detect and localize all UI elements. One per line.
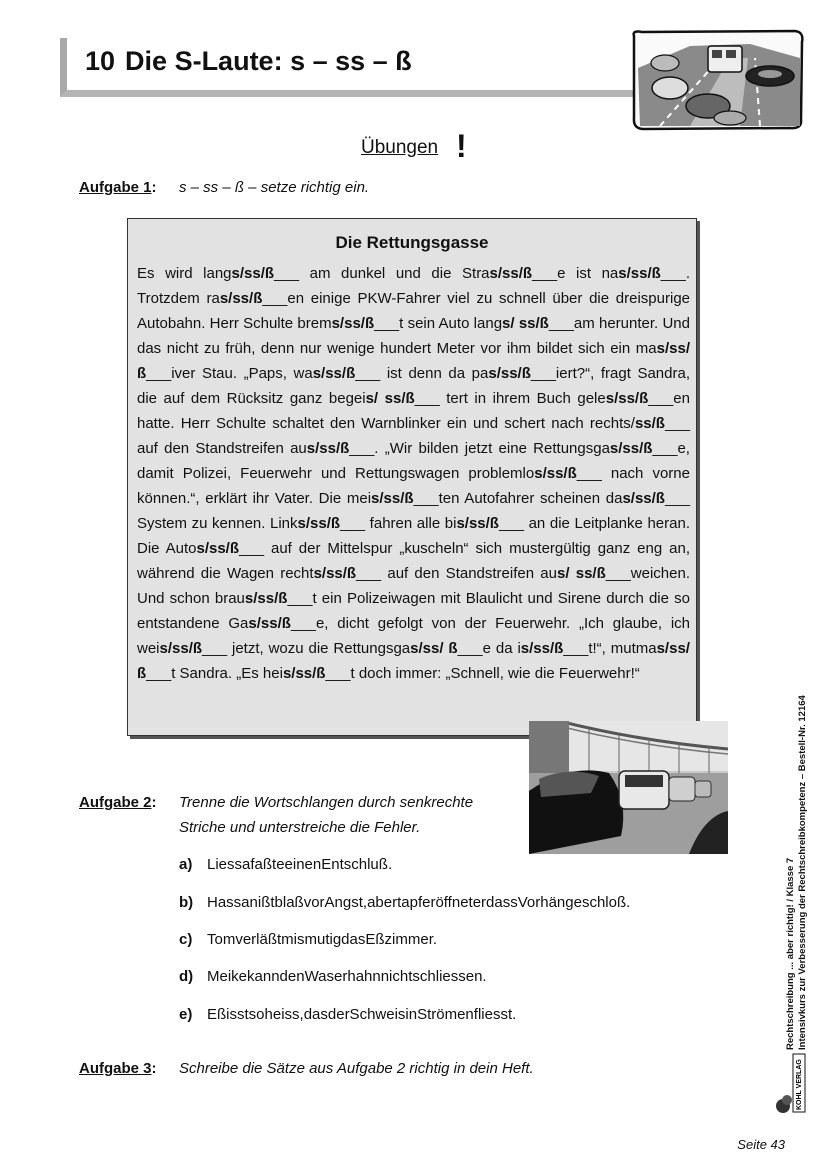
story-fragment: ___ ist denn da pa [355,365,489,382]
choice-marker: s/ss/ß [137,340,690,382]
story-fragment: ___en einige PKW-Fahrer viel zu schnell über die dreispurige Autobahn. Herr Schulte brem [137,290,691,332]
story-fragment: ___ auf der Mittelspur „kuscheln“ sich mustergültig ganz eng an, während die Wagen recht [137,540,690,582]
story-title: Die Rettungsgasse [335,233,489,252]
story-fragment: ___ an die Leitplanke heran. Die Auto [137,515,690,557]
story-fragment: ___ fahren alle bi [340,515,457,532]
story-fragment: ___am herunter. Und das nicht zu früh, denn nur wenige hundert Meter vor ihm bildet sich ein ma [137,315,690,357]
choice-marker: s/ss/ß [489,265,533,282]
story-fragment: ___ auf den Standstreifen au [356,565,557,582]
task2-instruction-line2: Striche und unterstreiche die Fehler. [179,819,421,836]
page-number: Seite 43 [737,1137,785,1152]
list-item: d) MeikekanndenWaserhahnnichtschliessen. [179,968,487,985]
story-fragment: ___iver Stau. „Paps, wa [146,365,313,382]
choice-marker: s/ ss/ß [502,315,549,332]
choice-marker: s/ss/ß [306,440,350,457]
story-fragment: ___t sein Auto lang [374,315,503,332]
choice-marker: s/ss/ß [244,590,288,607]
choice-marker: s/ss/ß [618,265,661,282]
task2-label: Aufgabe 2: [79,794,157,811]
story-fragment: ___e da i [457,640,521,657]
story-fragment: ___t ein Polizeiwagen mit Blaulicht und Sirene durch die so entstandene Ga [137,590,690,632]
story-fragment: ___ten Autofahrer scheinen da [413,490,623,507]
choice-marker: s/ss/ß [219,290,263,307]
exclamation-icon: ! [456,128,467,164]
story-fragment: Es wird lang [137,265,232,282]
choice-marker: s/ss/ß [196,540,240,557]
chapter-header [60,38,639,97]
task1-instruction: s – ss – ß – setze richtig ein. [179,179,370,196]
task2-instruction-line1: Trenne die Wortschlangen durch senkrechte [179,794,474,811]
choice-marker: s/ss/ß [622,490,665,507]
choice-marker: s/ss/ß [456,515,499,532]
traffic-jam-illustration [630,28,805,132]
list-item: e) Eßisstsoheiss,dasderSchweisinStrömenfliesst. [179,1006,517,1023]
choice-marker: s/ss/ß [137,640,690,682]
choice-marker: s/ss/ß [331,315,375,332]
choice-marker: s/ss/ß [488,365,531,382]
choice-marker: s/ss/ß [159,640,203,657]
choice-marker: s/ss/ß [520,640,564,657]
story-fragment: ___ tert in ihrem Buch gele [414,390,606,407]
choice-marker: ss/ß [634,415,665,432]
publisher-sidebar [785,650,809,1050]
publisher-logo-icon [775,1050,809,1116]
story-fragment: ___ auf den Standstreifen au [137,415,690,457]
choice-marker: s/ss/ß [282,665,326,682]
story-text [137,261,690,686]
choice-marker: s/ ss/ß [365,390,415,407]
chapter-heading: Die S-Laute: s – ss – ß [125,46,412,76]
task1-label: Aufgabe 1: [79,179,157,196]
story-fragment: ___e, dicht gefolgt von der Feuerwehr. „Ich glaube, ich wei [137,615,690,657]
choice-marker: s/ss/ß [312,365,356,382]
choice-marker: s/ss/ß [605,390,649,407]
story-fragment: ___iert?“, fragt Sandra, die auf dem Rücksitz ganz begei [137,365,690,407]
story-fragment: ___en hatte. Herr Schulte schaltet den Warnblinker ein und schert nach rechts/ [137,390,690,432]
section-heading: Übungen [361,137,439,158]
list-item: a) LiessafaßteeinenEntschluß. [179,856,393,873]
story-fragment: ___. Trotzdem ra [137,265,690,307]
list-item: c) TomverläßtmismutigdasEßzimmer. [179,931,438,948]
task2-instruction [179,790,473,840]
story-fragment: ___t Sandra. „Es hei [146,665,283,682]
story-fragment: ___ jetzt, wozu die Rettungsga [202,640,411,657]
story-fragment: ___t!“, mutma [563,640,657,657]
story-box [127,218,697,736]
choice-marker: s/ss/ ß [410,640,458,657]
story-fragment: ___. „Wir bilden jetzt eine Rettungsga [349,440,610,457]
choice-marker: s/ss/ß [609,440,653,457]
choice-marker: s/ss/ß [231,265,275,282]
choice-marker: s/ss/ß [371,490,414,507]
task3-instruction: Schreibe die Sätze aus Aufgabe 2 richtig in dein Heft. [179,1060,534,1077]
choice-marker: s/ss/ß [313,565,357,582]
story-fragment: ___weichen. Und schon brau [137,565,690,607]
story-fragment: ___ am dunkel und die Stra [274,265,490,282]
story-fragment: ___e ist na [532,265,619,282]
sidebar-line1: Rechtschreibung ... aber richtig! / Klasse 7 [785,857,796,1050]
chapter-title [85,46,412,77]
svg-text:KOHL VERLAG: KOHL VERLAG [796,1059,803,1110]
list-item: b) HassanißtblaßvorAngst,abertapferöffneterdassVorhängeschloß. [179,894,631,911]
choice-marker: s/ss/ß [248,615,291,632]
story-fragment: ___ System zu kennen. Link [137,490,690,532]
choice-marker: s/ss/ß [297,515,341,532]
story-fragment: ___t doch immer: „Schnell, wie die Feuerwehr!“ [325,665,640,682]
choice-marker: s/ss/ß [534,465,577,482]
task3-label: Aufgabe 3: [79,1060,157,1077]
sidebar-line2: Intensivkurs zur Verbesserung der Rechtschreibkompetenz – Bestell-Nr. 12164 [797,695,808,1050]
story-fragment: ___ nach vorne können.“, erklärt ihr Vater. Die mei [137,465,690,507]
chapter-number: 10 [85,46,116,76]
story-fragment: ___e, damit Polizei, Feuerwehr und Rettungswagen problemlo [137,440,690,482]
choice-marker: s/ ss/ß [557,565,606,582]
traffic-photo [529,721,728,854]
